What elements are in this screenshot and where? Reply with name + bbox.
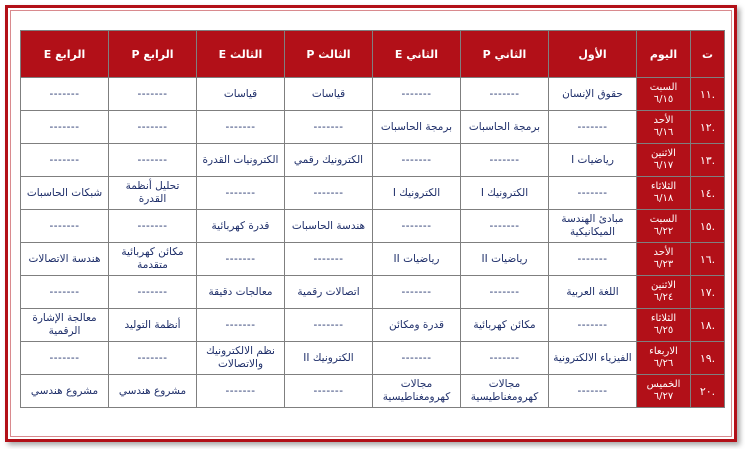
table-row <box>21 144 725 177</box>
day-name: الاثنين <box>651 280 676 291</box>
subject-cell: هندسة الاتصالات <box>21 243 109 276</box>
row-number: .٢٠ <box>691 375 725 408</box>
day-cell <box>637 210 691 243</box>
subject-cell: ------- <box>21 111 109 144</box>
subject-cell: مشروع هندسي <box>21 375 109 408</box>
day-date: ٦/٢٥ <box>653 325 674 336</box>
subject-cell: هندسة الحاسبات <box>285 210 373 243</box>
subject-cell: ------- <box>21 78 109 111</box>
subject-cell: حقوق الإنسان <box>549 78 637 111</box>
subject-cell: رياضيات II <box>461 243 549 276</box>
day-name: الخميس <box>646 379 681 390</box>
header-fourth-e: الرابع E <box>21 31 109 78</box>
subject-cell: ------- <box>461 276 549 309</box>
day-cell <box>637 375 691 408</box>
header-second-e: الثاني E <box>373 31 461 78</box>
subject-cell: أنظمة التوليد <box>109 309 197 342</box>
subject-cell: الكترونيك رقمي <box>285 144 373 177</box>
row-number: .١٣ <box>691 144 725 177</box>
subject-cell: ------- <box>549 309 637 342</box>
subject-cell: ------- <box>461 144 549 177</box>
day-name: السبت <box>649 82 678 93</box>
day-date: ٦/١٧ <box>653 160 674 171</box>
subject-cell: معالجات دقيقة <box>197 276 285 309</box>
row-number: .١٨ <box>691 309 725 342</box>
header-fourth-p: الرابع P <box>109 31 197 78</box>
subject-cell: برمجة الحاسبات <box>461 111 549 144</box>
subject-cell: مكائن كهربائية متقدمة <box>109 243 197 276</box>
subject-cell: الكترونيك I <box>373 177 461 210</box>
day-date: ٦/١٥ <box>653 94 674 105</box>
day-cell <box>637 144 691 177</box>
subject-cell: ------- <box>285 177 373 210</box>
subject-cell: مبادئ الهندسة الميكانيكية <box>549 210 637 243</box>
day-name: الثلاثاء <box>650 181 677 192</box>
day-date: ٦/٢٤ <box>653 292 674 303</box>
subject-cell: ------- <box>197 111 285 144</box>
subject-cell: ------- <box>285 111 373 144</box>
subject-cell: اللغة العربية <box>549 276 637 309</box>
day-cell <box>637 342 691 375</box>
subject-cell: معالجة الإشارة الرقمية <box>21 309 109 342</box>
day-name: الأحد <box>653 115 674 126</box>
subject-cell: مجالات كهرومغناطيسية <box>373 375 461 408</box>
subject-cell: مشروع هندسي <box>109 375 197 408</box>
subject-cell: ------- <box>197 177 285 210</box>
day-name: الاربعاء <box>649 346 678 357</box>
subject-cell: الكترونيات القدرة <box>197 144 285 177</box>
subject-cell: ------- <box>285 309 373 342</box>
day-date: ٦/١٨ <box>653 193 674 204</box>
subject-cell: الفيزياء الالكترونية <box>549 342 637 375</box>
subject-cell: برمجة الحاسبات <box>373 111 461 144</box>
subject-cell: مجالات كهرومغناطيسية <box>461 375 549 408</box>
subject-cell: الكترونيك I <box>461 177 549 210</box>
subject-cell: قدرة كهربائية <box>197 210 285 243</box>
header-third-p: الثالث P <box>285 31 373 78</box>
subject-cell: ------- <box>21 144 109 177</box>
subject-cell: ------- <box>285 243 373 276</box>
subject-cell: ------- <box>109 78 197 111</box>
subject-cell: ------- <box>549 375 637 408</box>
subject-cell: ------- <box>373 276 461 309</box>
day-date: ٦/٢٢ <box>653 226 674 237</box>
table-row <box>21 78 725 111</box>
subject-cell: ------- <box>21 276 109 309</box>
row-number: .١٦ <box>691 243 725 276</box>
subject-cell: ------- <box>21 210 109 243</box>
subject-cell: ------- <box>21 342 109 375</box>
subject-cell: ------- <box>373 78 461 111</box>
day-cell <box>637 243 691 276</box>
row-number: .١٩ <box>691 342 725 375</box>
day-date: ٦/٢٦ <box>653 358 674 369</box>
subject-cell: ------- <box>109 210 197 243</box>
subject-cell: قدرة ومكائن <box>373 309 461 342</box>
subject-cell: ------- <box>549 111 637 144</box>
subject-cell: ------- <box>109 144 197 177</box>
subject-cell: ------- <box>197 309 285 342</box>
table-row <box>21 342 725 375</box>
day-name: السبت <box>649 214 678 225</box>
subject-cell: ------- <box>373 342 461 375</box>
day-date: ٦/٢٣ <box>653 259 674 270</box>
subject-cell: ------- <box>461 78 549 111</box>
day-cell <box>637 177 691 210</box>
day-cell <box>637 276 691 309</box>
subject-cell: ------- <box>373 210 461 243</box>
day-name: الاثنين <box>651 148 676 159</box>
row-number: .١٢ <box>691 111 725 144</box>
subject-cell: ------- <box>109 276 197 309</box>
subject-cell: اتصالات رقمية <box>285 276 373 309</box>
day-name: الأحد <box>653 247 674 258</box>
subject-cell: نظم الالكترونيك والاتصالات <box>197 342 285 375</box>
subject-cell: تحليل أنظمة القدرة <box>109 177 197 210</box>
table-row <box>21 243 725 276</box>
table-header-row <box>21 31 725 78</box>
table-row <box>21 111 725 144</box>
header-day: اليوم <box>637 31 691 78</box>
row-number: .١١ <box>691 78 725 111</box>
subject-cell: ------- <box>549 177 637 210</box>
row-number: .١٧ <box>691 276 725 309</box>
day-cell <box>637 78 691 111</box>
subject-cell: ------- <box>109 342 197 375</box>
subject-cell: قياسات <box>197 78 285 111</box>
day-date: ٦/٢٧ <box>653 391 674 402</box>
row-number: .١٤ <box>691 177 725 210</box>
table-row <box>21 309 725 342</box>
day-date: ٦/١٦ <box>653 127 674 138</box>
day-name: الثلاثاء <box>650 313 677 324</box>
day-cell <box>637 309 691 342</box>
subject-cell: ------- <box>461 342 549 375</box>
table-row <box>21 375 725 408</box>
subject-cell: مكائن كهربائية <box>461 309 549 342</box>
subject-cell: قياسات <box>285 78 373 111</box>
subject-cell: رياضيات II <box>373 243 461 276</box>
exam-schedule-table <box>20 30 725 408</box>
subject-cell: ------- <box>373 144 461 177</box>
header-second-p: الثاني P <box>461 31 549 78</box>
day-cell <box>637 111 691 144</box>
subject-cell: شبكات الحاسبات <box>21 177 109 210</box>
subject-cell: ------- <box>197 375 285 408</box>
header-first-year: الأول <box>549 31 637 78</box>
table-row <box>21 210 725 243</box>
table-body <box>21 78 725 408</box>
table-row <box>21 276 725 309</box>
subject-cell: رياضيات I <box>549 144 637 177</box>
header-index: ت <box>691 31 725 78</box>
subject-cell: ------- <box>109 111 197 144</box>
row-number: .١٥ <box>691 210 725 243</box>
subject-cell: ------- <box>461 210 549 243</box>
table-row <box>21 177 725 210</box>
subject-cell: ------- <box>285 375 373 408</box>
subject-cell: ------- <box>549 243 637 276</box>
subject-cell: ------- <box>197 243 285 276</box>
subject-cell: الكترونيك II <box>285 342 373 375</box>
header-third-e: الثالث E <box>197 31 285 78</box>
